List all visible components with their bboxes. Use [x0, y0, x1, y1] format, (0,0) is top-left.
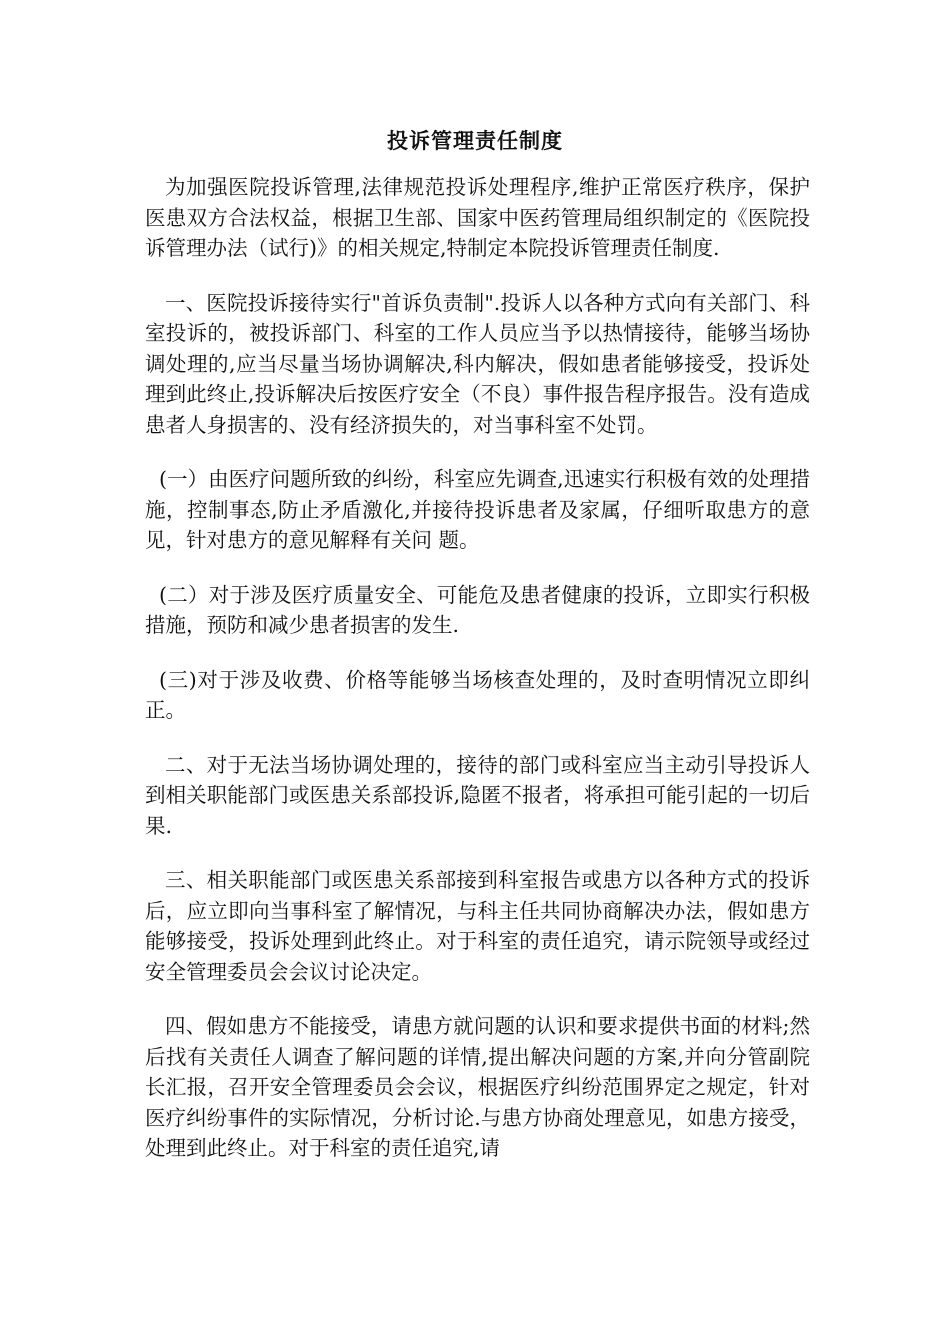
clause-1-sub-2-paragraph: (二）对于涉及医疗质量安全、可能危及患者健康的投诉，立即实行积极措施，预防和减少患者损害的发生. — [145, 582, 810, 637]
clause-1-paragraph: 一、医院投诉接待实行"首诉负责制".投诉人以各种方式向有关部门、科室投诉的，被投诉部门、科室的工作人员应当予以热情接待，能够当场协调处理的,应当尽量当场协调解决,科内解决，假如患者能够接受，投诉处理到此终止,投诉解决后按医疗安全（不良）事件报告程序报告。没有造成患者人身损害的、没有经济损失的，对当事科室不处罚。 — [145, 290, 810, 437]
clause-4-paragraph: 四、假如患方不能接受，请患方就问题的认识和要求提供书面的材料;然后找有关责任人调查了解问题的详情,提出解决问题的方案,并向分管副院长汇报，召开安全管理委员会会议，根据医疗纠纷范围界定之规定，针对医疗纠纷事件的实际情况，分析讨论.与患方协商处理意见，如患方接受，处理到此终止。对于科室的责任追究,请 — [145, 1014, 810, 1160]
document-title: 投诉管理责任制度 — [387, 128, 563, 153]
intro-paragraph: 为加强医院投诉管理,法律规范投诉处理程序,维护正常医疗秩序，保护医患双方合法权益，根据卫生部、国家中医药管理局组织制定的《医院投诉管理办法（试行)》的相关规定,特制定本院投诉管理责任制度. — [145, 175, 810, 260]
document-body — [145, 172, 810, 1188]
clause-3-paragraph: 三、相关职能部门或医患关系部接到科室报告或患方以各种方式的投诉后，应立即向当事科室了解情况，与科主任共同协商解决办法，假如患方能够接受，投诉处理到此终止。对于科室的责任追究，请示院领导或经过安全管理委员会会议讨论决定。 — [145, 868, 810, 984]
clause-1-sub-1-paragraph: (一）由医疗问题所致的纠纷，科室应先调查,迅速实行积极有效的处理措施，控制事态,防止矛盾激化,并接待投诉患者及家属，仔细听取患方的意见，针对患方的意见解释有关问 题。 — [145, 467, 810, 552]
clause-1-sub-3-paragraph: (三)对于涉及收费、价格等能够当场核查处理的，及时查明情况立即纠正。 — [145, 667, 810, 722]
clause-2-paragraph: 二、对于无法当场协调处理的，接待的部门或科室应当主动引导投诉人到相关职能部门或医患关系部投诉,隐匿不报者，将承担可能引起的一切后果. — [145, 752, 810, 838]
